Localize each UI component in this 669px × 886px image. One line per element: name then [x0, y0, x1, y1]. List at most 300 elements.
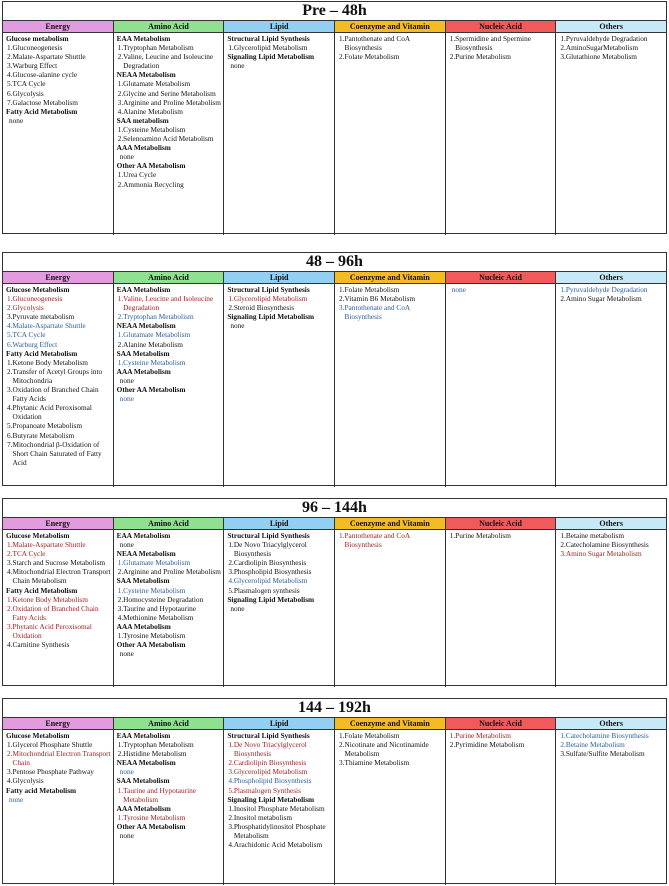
item-number: 4.: [7, 403, 13, 413]
block-body: [3, 730, 666, 885]
pathway-item: [6, 52, 111, 61]
item-label: none: [119, 375, 134, 385]
pathway-item: [117, 558, 222, 567]
header-lipid: Lipid: [224, 272, 335, 283]
section-heading: Other AA Metabolism: [116, 821, 186, 831]
section-heading: SAA Metabolism: [116, 776, 170, 786]
item-label: TCA Cycle: [12, 79, 46, 89]
block-title: 144 – 192h: [3, 699, 666, 718]
item-label: Cysteine Metabolism: [123, 124, 186, 134]
item-label: Glycerolipid Metabolism: [233, 576, 308, 586]
item-label: Purine Metabolism: [455, 531, 511, 540]
item-number: 1.: [117, 294, 124, 304]
item-label: Nicotinate and Nicotinamide Metabolism: [344, 740, 429, 759]
item-label: Glycolysis: [12, 303, 44, 313]
item-label: Mitochondrial Electron Transport Chain: [12, 749, 111, 768]
header-others: Others: [556, 21, 666, 32]
item-number: 2.: [117, 134, 124, 144]
section-heading: NEAA Metabolism: [116, 549, 176, 559]
none-entry: [117, 831, 222, 840]
item-label: Pentose Phosphate Pathway: [12, 767, 94, 777]
item-label: Betaine metabolism: [565, 531, 625, 540]
item-label: none: [451, 285, 466, 294]
item-label: Transfer of Acetyl Groups into Mitochondria: [12, 366, 103, 385]
section-heading: NEAA Metabolism: [116, 758, 176, 768]
item-number: 1.: [117, 585, 124, 595]
item-label: none: [119, 152, 134, 162]
section-heading: AAA Metabolism: [116, 366, 171, 376]
pathway-item: [6, 740, 111, 749]
item-number: 2.: [228, 758, 234, 768]
item-label: Pantothenate and CoA Biosynthesis: [344, 303, 410, 322]
item-number: 2.: [117, 339, 124, 349]
item-number: 3.: [7, 312, 13, 322]
section-heading: NEAA Metabolism: [116, 70, 176, 80]
pathway-item: [6, 303, 111, 312]
item-label: Mitochondrial β-Oxidation of Short Chain Saturated of Fatty Acid: [12, 439, 102, 467]
item-label: Pyruvate metabolism: [12, 312, 75, 322]
block-body: [3, 530, 666, 687]
item-number: 1.: [117, 812, 124, 822]
pathway-item: [559, 285, 664, 294]
item-number: 3.: [7, 621, 13, 631]
item-label: Plasmalogen synthesis: [233, 585, 300, 595]
pathway-item: [6, 431, 111, 440]
item-number: 2.: [228, 812, 234, 822]
item-label: Ketone Body Metabolism: [12, 594, 88, 604]
header-amino-acid: Amino Acid: [114, 21, 225, 32]
item-label: Tryptophan Metabolism: [123, 43, 194, 53]
pathway-item: [227, 767, 332, 776]
pathway-item: [227, 740, 332, 758]
header-amino-acid: Amino Acid: [114, 272, 225, 283]
table-block-pre-48h: [2, 1, 667, 234]
item-label: Tyrosine Metabolism: [123, 631, 186, 641]
none-entry: [117, 767, 222, 776]
item-number: 3.: [560, 549, 566, 559]
cell-coenzyme-vitamin: [335, 33, 446, 235]
pathway-item: [227, 540, 332, 558]
item-number: 2.: [339, 294, 345, 304]
header-energy: Energy: [3, 21, 114, 32]
item-label: Catecholamine Biosynthesis: [565, 731, 649, 740]
item-label: Malate-Aspartate Shuttle: [12, 540, 86, 550]
item-label: Sulfate/Sulfite Metabolism: [565, 749, 645, 759]
none-entry: [117, 649, 222, 658]
item-label: none: [119, 831, 134, 841]
item-label: Gluconeogenesis: [12, 43, 63, 53]
section-heading: SAA Metabolism: [116, 576, 170, 586]
item-number: 2.: [339, 740, 345, 750]
pathway-item: [227, 586, 332, 595]
pathway-item: [559, 52, 664, 61]
pathway-item: [227, 558, 332, 567]
header-coenzyme-vitamin: Coenzyme and Vitamin: [335, 272, 446, 283]
table-block-48-96h: [2, 252, 667, 486]
cell-energy: [3, 284, 114, 487]
item-number: 1.: [560, 285, 566, 294]
item-number: 1.: [339, 34, 345, 43]
section-heading: Glucose metabolism: [6, 34, 69, 43]
item-number: 1.: [339, 285, 345, 294]
header-nucleic-acid: Nucleic Acid: [446, 21, 557, 32]
item-number: 1.: [117, 79, 124, 89]
item-label: Glycerolipid Metabolism: [233, 43, 308, 53]
pathway-item: [227, 43, 332, 52]
header-others: Others: [556, 718, 666, 729]
pathway-item: [117, 604, 222, 613]
item-label: Ammonia Recycling: [123, 179, 184, 189]
pathway-item: [338, 531, 443, 549]
pathway-item: [227, 776, 332, 785]
item-number: 1.: [560, 731, 566, 740]
item-label: Gluconeogenesis: [12, 294, 63, 304]
item-label: Valine, Leucine and Isoleucine Degradation: [123, 294, 214, 313]
pathway-item: [6, 749, 111, 767]
item-label: Tyrosine Metabolism: [123, 812, 186, 822]
pathway-item: [6, 403, 111, 421]
item-label: none: [119, 649, 134, 659]
header-coenzyme-vitamin: Coenzyme and Vitamin: [335, 718, 446, 729]
item-label: Glutamate Metabolism: [123, 79, 191, 89]
item-number: 3.: [7, 558, 13, 568]
pathway-item: [559, 43, 664, 52]
item-number: 5.: [228, 785, 234, 795]
item-label: Galactose Metabolism: [12, 97, 78, 107]
item-number: 2.: [7, 549, 13, 559]
header-lipid: Lipid: [224, 718, 335, 729]
pathway-item: [117, 740, 222, 749]
item-number: 6.: [7, 430, 13, 440]
item-number: 7.: [7, 97, 13, 107]
pathway-item: [117, 52, 222, 70]
item-number: 4.: [7, 776, 13, 786]
item-number: 3.: [7, 385, 13, 395]
cell-coenzyme-vitamin: [335, 284, 446, 487]
pathway-item: [559, 540, 664, 549]
pathway-item: [117, 294, 222, 312]
pathway-item: [6, 70, 111, 79]
section-heading: AAA Metabolism: [116, 803, 171, 813]
item-number: 6.: [7, 339, 13, 349]
cell-nucleic-acid: [446, 284, 557, 487]
item-number: 3.: [117, 97, 124, 107]
cell-lipid: [224, 730, 335, 885]
item-label: Oxidation of Branched Chain Fatty Acids: [12, 385, 99, 404]
item-number: 1.: [560, 34, 566, 43]
header-coenzyme-vitamin: Coenzyme and Vitamin: [335, 518, 446, 529]
pathway-item: [6, 540, 111, 549]
pathway-item: [6, 421, 111, 430]
pathway-item: [6, 567, 111, 585]
block-title: 96 – 144h: [3, 499, 666, 518]
block-body: [3, 284, 666, 487]
pathway-item: [559, 549, 664, 558]
item-number: 3.: [339, 303, 345, 313]
item-label: Warburg Effect: [12, 339, 58, 349]
item-label: Propanoate Metabolism: [12, 421, 82, 431]
pathway-item: [117, 170, 222, 179]
item-number: 3.: [560, 749, 566, 759]
item-label: TCA Cycle: [12, 549, 46, 559]
item-number: 1.: [228, 740, 234, 750]
header-nucleic-acid: Nucleic Acid: [446, 272, 557, 283]
cell-amino-acid: [114, 284, 225, 487]
section-heading: Other AA Metabolism: [116, 385, 186, 395]
cell-lipid: [224, 284, 335, 487]
item-label: Glycine and Serine Metabolism: [123, 88, 216, 98]
item-number: 2.: [117, 88, 124, 98]
item-number: 2.: [449, 52, 456, 62]
pathway-item: [449, 34, 554, 52]
section-heading: Signaling Lipid Metabolism: [227, 594, 315, 604]
pathway-item: [6, 98, 111, 107]
item-number: 2.: [117, 567, 124, 577]
pathway-item: [117, 330, 222, 339]
none-entry: [117, 376, 222, 385]
item-label: none: [9, 115, 24, 125]
pathway-item: [6, 312, 111, 321]
item-label: Glycerol Phosphate Shuttle: [12, 740, 93, 750]
item-number: 1.: [117, 330, 124, 340]
pathway-item: [117, 134, 222, 143]
item-label: Mitochondrial Electron Transport Chain Metabolism: [12, 567, 111, 586]
pathway-item: [6, 367, 111, 385]
item-label: Phytanic Acid Peroxisomal Oxidation: [12, 621, 92, 641]
cell-energy: [3, 530, 114, 687]
item-label: Starch and Sucrose Metabolism: [12, 558, 106, 568]
item-label: Pyrimidine Metabolism: [455, 740, 525, 750]
header-nucleic-acid: Nucleic Acid: [446, 518, 557, 529]
item-number: 1.: [117, 740, 124, 750]
none-entry: [117, 540, 222, 549]
item-number: 4.: [228, 840, 234, 850]
pathway-item: [117, 340, 222, 349]
item-label: Malate-Aspartate Shuttle: [12, 321, 86, 331]
item-label: Valine, Leucine and Isoleucine Degradation: [123, 52, 214, 71]
section-heading: Other AA Metabolism: [116, 161, 186, 171]
item-label: Arginine and Proline Metabolism: [123, 567, 221, 577]
header-energy: Energy: [3, 718, 114, 729]
pathway-item: [338, 758, 443, 767]
item-label: Oxidation of Branched Chain Fatty Acids: [12, 603, 99, 622]
item-label: Alanine Metabolism: [123, 339, 183, 349]
item-label: Phospholipid Biosynthesis: [233, 567, 312, 577]
item-number: 2.: [228, 303, 234, 313]
section-heading: EAA Metabolism: [116, 531, 171, 540]
item-label: Warburg Effect: [12, 61, 58, 71]
pathway-item: [6, 321, 111, 330]
section-heading: Fatty Acid Metabolism: [6, 348, 78, 358]
pathway-item: [117, 613, 222, 622]
none-entry: [117, 152, 222, 161]
item-label: Methionine Metabolism: [123, 612, 194, 622]
pathway-item: [6, 294, 111, 303]
item-number: 2.: [339, 52, 345, 62]
cell-coenzyme-vitamin: [335, 730, 446, 885]
item-label: Cardiolipin Biosynthesis: [233, 758, 307, 768]
item-number: 1.: [117, 785, 124, 795]
item-number: 1.: [117, 631, 124, 641]
item-number: 2.: [117, 52, 124, 62]
item-label: Tryptophan Metabolism: [123, 740, 194, 750]
item-number: 2.: [117, 749, 124, 759]
section-heading: AAA Metabolism: [116, 621, 171, 631]
item-label: Purine Metabolism: [455, 52, 511, 62]
item-label: Glycerolipid Metabolism: [233, 294, 308, 304]
item-label: TCA Cycle: [12, 330, 46, 340]
item-number: 1.: [449, 731, 456, 740]
item-label: Pantothenate and CoA Biosynthesis: [344, 531, 410, 550]
item-label: Glutamate Metabolism: [123, 330, 191, 340]
item-number: 3.: [228, 567, 234, 577]
cell-amino-acid: [114, 33, 225, 235]
item-number: 5.: [7, 330, 13, 340]
pathway-item: [559, 731, 664, 740]
item-number: 1.: [339, 731, 345, 740]
item-number: 2.: [7, 603, 13, 613]
pathway-item: [117, 358, 222, 367]
column-header-row: [3, 518, 666, 530]
item-number: 2.: [117, 594, 124, 604]
item-label: De Novo Triacylglycerol Biosynthesis: [233, 740, 307, 759]
item-label: Folate Metabolism: [344, 52, 400, 62]
item-number: 4.: [117, 106, 124, 116]
item-number: 2.: [7, 366, 13, 376]
item-label: Malate-Aspartate Shuttle: [12, 52, 86, 62]
item-number: 5.: [228, 585, 234, 595]
pathway-item: [6, 358, 111, 367]
item-label: Arachidonic Acid Metabolism: [233, 840, 323, 850]
item-label: Vitamin B6 Metabolism: [344, 294, 415, 304]
item-label: Taurine and Hypotaurine Metabolism: [123, 785, 196, 804]
cell-nucleic-acid: [446, 730, 557, 885]
section-heading: EAA Metabolism: [116, 731, 171, 740]
item-label: Phytanic Acid Peroxisomal Oxidation: [12, 403, 92, 422]
item-number: 2.: [560, 294, 566, 304]
cell-nucleic-acid: [446, 33, 557, 235]
item-number: 3.: [117, 603, 124, 613]
section-heading: Fatty Acid Metabolism: [6, 106, 78, 116]
header-nucleic-acid: Nucleic Acid: [446, 718, 557, 729]
pathway-item: [117, 89, 222, 98]
item-number: 1.: [228, 294, 234, 304]
pathway-item: [117, 125, 222, 134]
pathway-item: [6, 767, 111, 776]
item-label: none: [230, 603, 245, 613]
item-number: 1.: [117, 170, 124, 180]
pathway-item: [6, 595, 111, 604]
item-number: 5.: [7, 421, 13, 431]
item-number: 1.: [117, 43, 124, 53]
item-label: Ketone Body Metabolism: [12, 357, 88, 367]
pathway-item: [338, 731, 443, 740]
pathway-item: [6, 440, 111, 467]
pathway-item: [6, 640, 111, 649]
header-lipid: Lipid: [224, 518, 335, 529]
item-label: Glutathione Metabolism: [565, 52, 637, 62]
item-label: Pyruvaldehyde Degradation: [565, 285, 648, 294]
none-entry: [6, 116, 111, 125]
section-heading: Other AA Metabolism: [116, 640, 186, 650]
header-energy: Energy: [3, 272, 114, 283]
table-block-96-144h: [2, 498, 667, 686]
section-heading: Signaling Lipid Metabolism: [227, 794, 315, 804]
item-label: AminoSugarMetabolism: [565, 43, 638, 53]
item-number: 2.: [560, 540, 566, 550]
pathway-item: [6, 340, 111, 349]
item-number: 2.: [449, 740, 456, 750]
item-label: Glucose-alanine cycle: [12, 70, 78, 80]
pathway-item: [227, 294, 332, 303]
item-label: Urea Cycle: [123, 170, 157, 180]
section-heading: Structural Lipid Synthesis: [227, 531, 310, 540]
item-number: 3.: [560, 52, 566, 62]
section-heading: NEAA Metabolism: [116, 321, 176, 331]
item-number: 4.: [117, 612, 124, 622]
pathway-item: [227, 758, 332, 767]
pathway-item: [338, 740, 443, 758]
none-entry: [227, 61, 332, 70]
item-number: 2.: [560, 740, 566, 750]
item-number: 2.: [7, 52, 13, 62]
header-coenzyme-vitamin: Coenzyme and Vitamin: [335, 21, 446, 32]
pathway-item: [6, 385, 111, 403]
pathway-item: [338, 294, 443, 303]
item-label: Purine Metabolism: [455, 731, 511, 740]
item-number: 1.: [117, 124, 124, 134]
pathway-item: [117, 98, 222, 107]
header-others: Others: [556, 272, 666, 283]
pathway-item: [338, 303, 443, 321]
pathway-item: [117, 43, 222, 52]
none-entry: [227, 321, 332, 330]
section-heading: AAA Metabolism: [116, 143, 171, 153]
item-number: 2.: [560, 43, 566, 53]
item-label: Spermidine and Spermine Biosynthesis: [455, 34, 531, 53]
pathway-item: [338, 52, 443, 61]
item-label: Tryptophan Metabolism: [123, 312, 194, 322]
pathway-item: [117, 180, 222, 189]
section-heading: Structural Lipid Synthesis: [227, 731, 310, 740]
cell-lipid: [224, 530, 335, 687]
cell-others: [556, 33, 666, 235]
section-heading: Glucose Metabolism: [6, 731, 70, 740]
pathway-item: [117, 79, 222, 88]
pathway-item: [227, 804, 332, 813]
table-block-144-192h: [2, 698, 667, 884]
item-number: 1.: [7, 594, 13, 604]
section-heading: Structural Lipid Synthesis: [227, 285, 310, 294]
cell-lipid: [224, 33, 335, 235]
cell-others: [556, 284, 666, 487]
item-number: 4.: [7, 640, 13, 650]
item-label: Homocysteine Degradation: [123, 594, 204, 604]
item-number: 7.: [7, 439, 13, 449]
item-number: 1.: [228, 803, 234, 813]
section-heading: EAA Metabolism: [116, 34, 171, 43]
pathway-item: [117, 107, 222, 116]
item-label: Taurine and Hypotaurine: [123, 603, 196, 613]
item-label: none: [230, 61, 245, 71]
block-body: [3, 33, 666, 235]
item-label: none: [9, 794, 24, 804]
pathway-item: [6, 89, 111, 98]
cell-amino-acid: [114, 730, 225, 885]
section-heading: Fatty Acid Metabolism: [6, 585, 78, 595]
item-label: Phospholipid Biosynthesis: [233, 776, 312, 786]
cell-others: [556, 530, 666, 687]
